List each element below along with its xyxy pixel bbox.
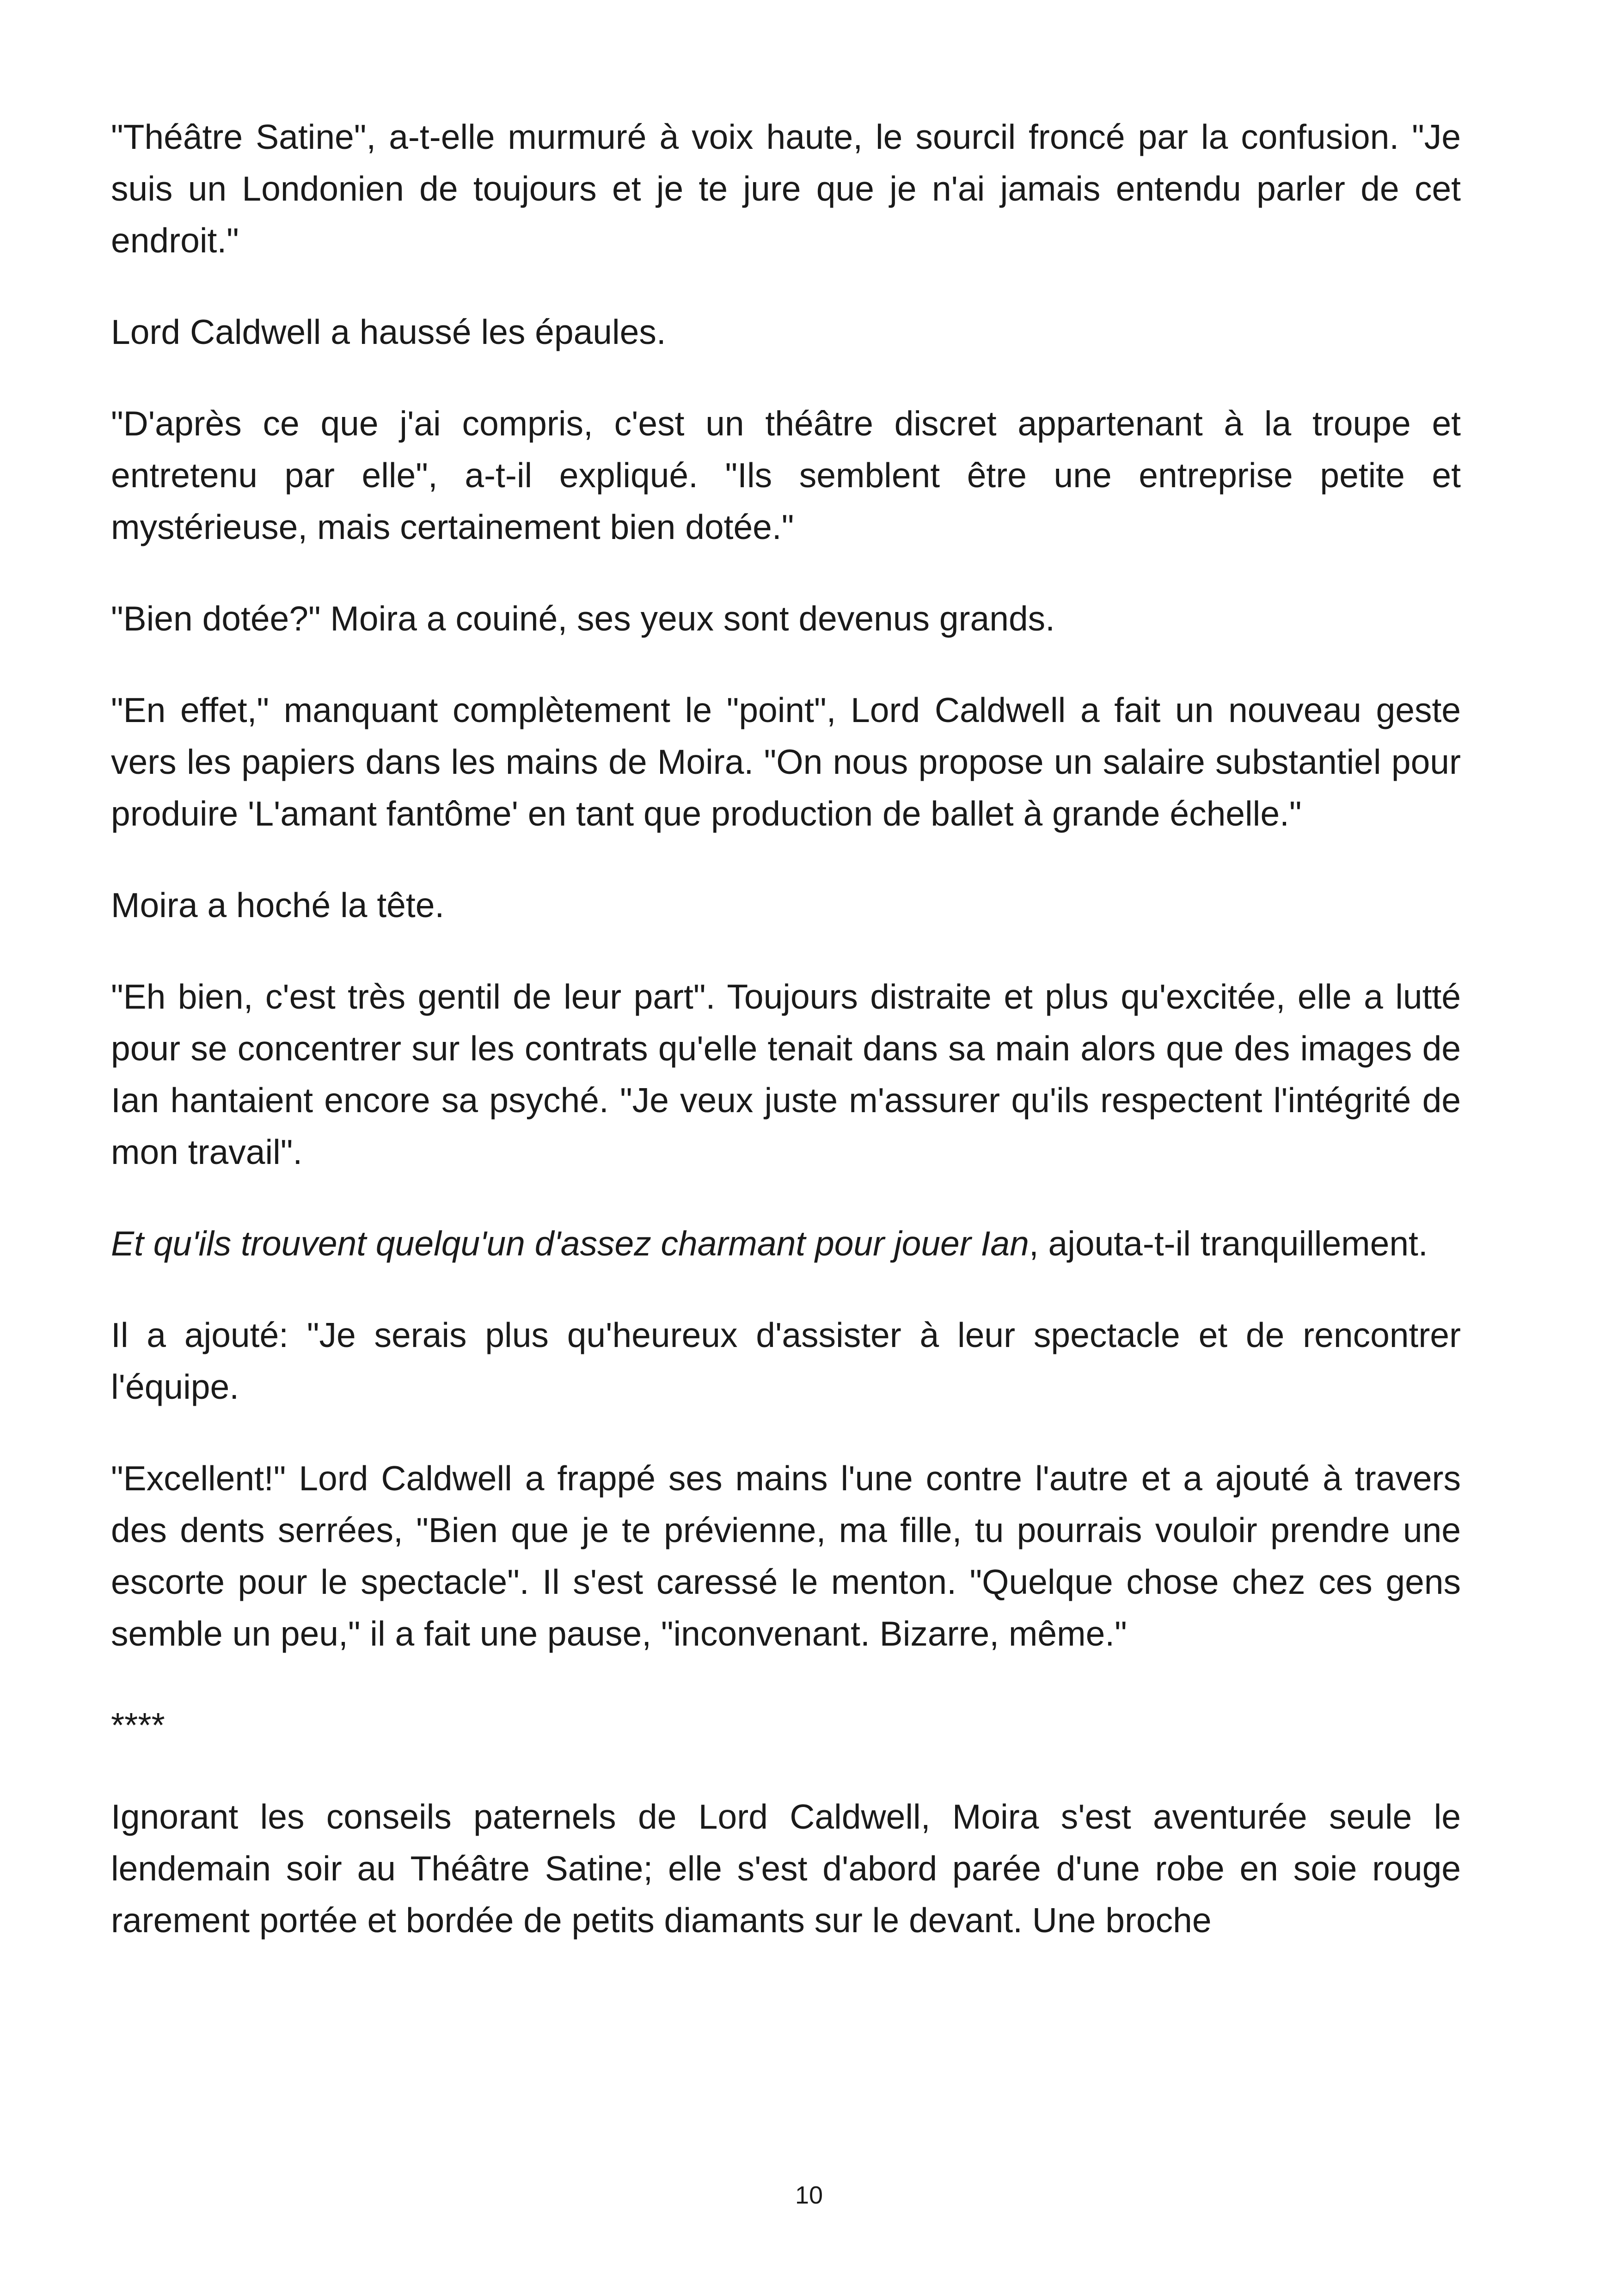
body-text <box>111 111 1461 1946</box>
paragraph-8 <box>111 1218 1461 1269</box>
paragraph-9: Il a ajouté: "Je serais plus qu'heureux d'assister à leur spectacle et de rencontrer l'équipe. <box>111 1316 1461 1406</box>
paragraph-5: "En effet," manquant complètement le "point", Lord Caldwell a fait un nouveau geste vers les papiers dans les mains de Moira. "On nous propose un salaire substantiel pour produire 'L'amant fantôme' en tant que production de ballet à grande échelle." <box>111 691 1461 833</box>
paragraph-6: Moira a hoché la tête. <box>111 886 445 925</box>
paragraph-11: Ignorant les conseils paternels de Lord Caldwell, Moira s'est aventurée seule le lendemain soir au Théâtre Satine; elle s'est d'abord parée d'une robe en soie rouge rarement portée et bordée de petits diamants sur le devant. Une broche <box>111 1797 1461 1940</box>
scene-break: **** <box>111 1706 165 1745</box>
paragraph-8-rest: , ajouta-t-il tranquillement. <box>1029 1224 1428 1263</box>
paragraph-10: "Excellent!" Lord Caldwell a frappé ses mains l'une contre l'autre et a ajouté à travers des dents serrées, "Bien que je te prévienne, ma fille, tu pourrais vouloir prendre une escorte pour le spectacle". Il s'est caressé le menton. "Quelque chose chez ces gens semble un peu," il a fait une pause, "inconvenant. Bizarre, même." <box>111 1459 1461 1653</box>
paragraph-3: "D'après ce que j'ai compris, c'est un théâtre discret appartenant à la troupe et entretenu par elle", a-t-il expliqué. "Ils semblent être une entreprise petite et mystérieuse, mais certainement bien dotée." <box>111 404 1461 546</box>
paragraph-4: "Bien dotée?" Moira a couiné, ses yeux sont devenus grands. <box>111 599 1055 638</box>
paragraph-1: "Théâtre Satine", a-t-elle murmuré à voix haute, le sourcil froncé par la confusion. "Je suis un Londonien de toujours et je te jure que je n'ai jamais entendu parler de cet endroit." <box>111 117 1461 260</box>
paragraph-2: Lord Caldwell a haussé les épaules. <box>111 312 666 351</box>
paragraph-8-italic: Et qu'ils trouvent quelqu'un d'assez charmant pour jouer Ian <box>111 1224 1029 1263</box>
paragraph-7: "Eh bien, c'est très gentil de leur part". Toujours distraite et plus qu'excitée, elle a lutté pour se concentrer sur les contrats qu'elle tenait dans sa main alors que des images de Ian hantaient encore sa psyché. "Je veux juste m'assurer qu'ils respectent l'intégrité de mon travail". <box>111 977 1461 1171</box>
page-number: 10 <box>795 2181 823 2209</box>
